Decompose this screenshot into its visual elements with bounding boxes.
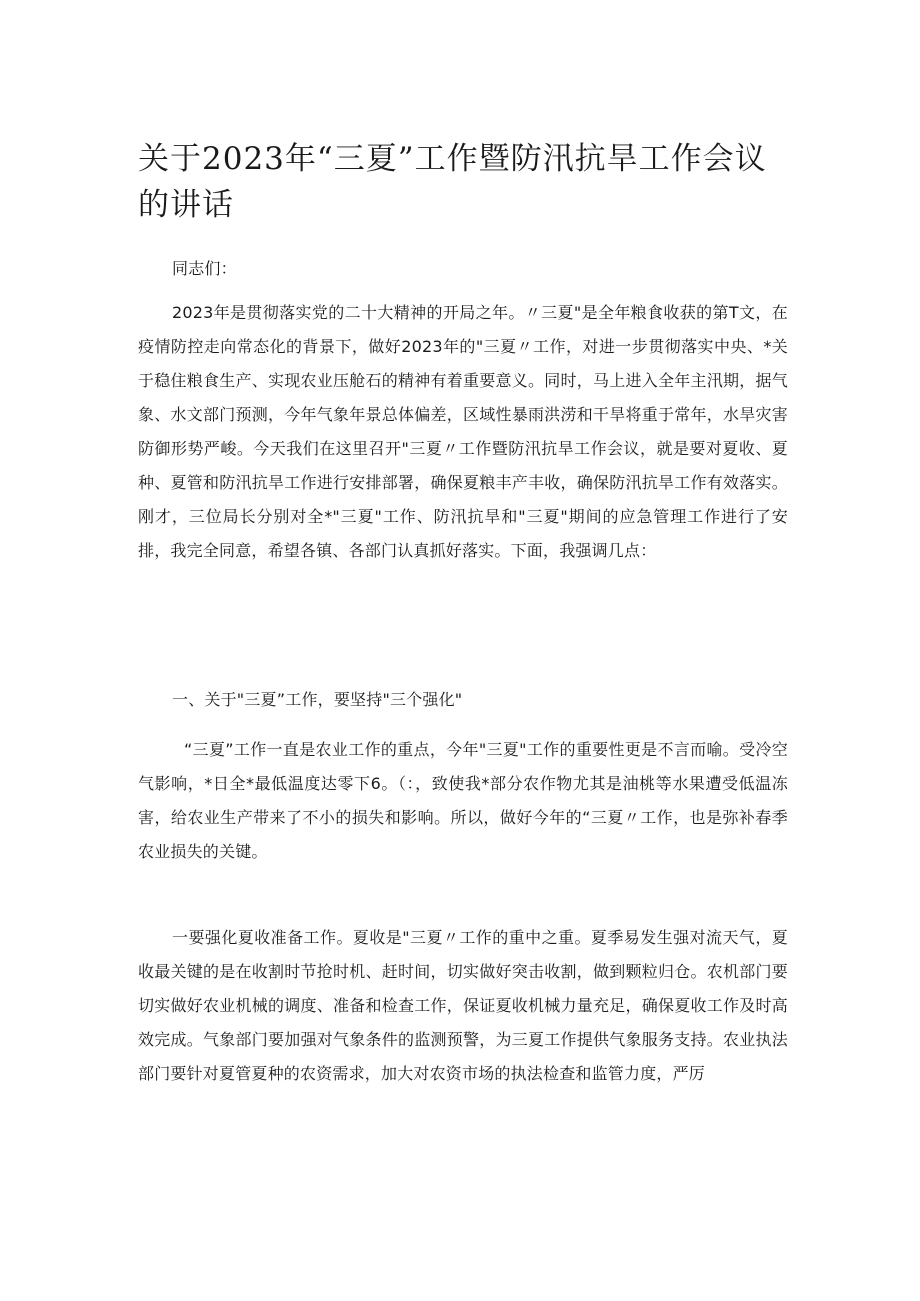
- section-heading-1: 一、关于"三夏”工作，要坚持"三个强化": [172, 690, 463, 709]
- paragraph-context: “三夏”工作一直是农业工作的重点，今年"三夏"工作的重要性更是不言而喻。受冷空气影响，*日全*最低温度达零下6。（：，致使我*部分农作物尤其是油桃等水果遭受低温冻害，给农业生产带来了不小的损失和影响。所以，做好今年的“三夏〃工作，也是弥补春季农业损失的关键。: [138, 740, 788, 861]
- paragraph-summer-harvest: 一要强化夏收准备工作。夏收是"三夏〃工作的重中之重。夏季易发生强对流天气，夏收最关键的是在收割时节抢时机、赶时间，切实做好突击收割，做到颗粒归仓。农机部门要切实做好农业机械的调度、准备和检查工作，保证夏收机械力量充足，确保夏收工作及时高效完成。气象部门要加强对气象条件的监测预警，为三夏工作提供气象服务支持。农业执法部门要针对夏管夏种的农资需求，加大对农资市场的执法检查和监管力度，严厉: [138, 928, 788, 1083]
- document-title: 关于2023年“三夏”工作暨防汛抗旱工作会议的讲话: [138, 141, 767, 223]
- salutation: 同志们：: [172, 259, 237, 278]
- paragraph-intro: 2023年是贯彻落实党的二十大精神的开局之年。〃三夏"是全年粮食收获的第T文，在疫情防控走向常态化的背景下，做好2023年的"三夏〃工作，对进一步贯彻落实中央、*关于稳住粮食生产、实现农业压舱石的精神有着重要意义。同时，马上进入全年主汛期，据气象、水文部门预测，今年气象年景总体偏差，区域性暴雨洪涝和干旱将重于常年，水旱灾害防御形势严峻。今天我们在这里召开"三夏〃工作暨防汛抗旱工作会议，就是要对夏收、夏种、夏管和防汛抗旱工作进行安排部署，确保夏粮丰产丰收，确保防汛抗旱工作有效落实。刚才，三位局长分别对全*"三夏"工作、防汛抗旱和"三夏"期间的应急管理工作进行了安排，我完全同意，希望各镇、各部门认真抓好落实。下面，我强调几点：: [138, 303, 788, 560]
